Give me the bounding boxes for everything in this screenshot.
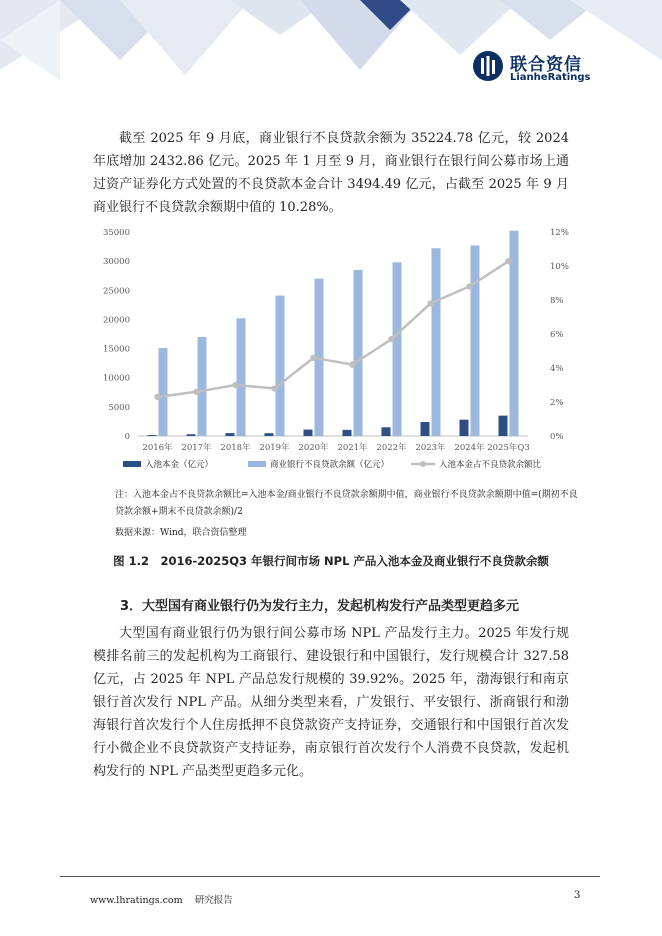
ratio-point [154, 394, 160, 400]
bar-npl-balance [198, 337, 207, 436]
y2-tick-label: 6% [550, 330, 564, 340]
legend-label-npl-balance: 商业银行不良贷款余额（亿元） [270, 460, 390, 470]
ratio-point [388, 336, 394, 342]
x-tick-label: 2018年 [220, 443, 251, 453]
y-tick-label: 15000 [102, 344, 130, 355]
bar-npl-balance [237, 318, 246, 436]
ratio-point [310, 355, 316, 361]
x-tick-label: 2024年 [454, 443, 485, 453]
bar-npl-balance [354, 270, 363, 436]
bar-pool-principal [148, 435, 157, 436]
bar-pool-principal [460, 420, 469, 436]
ratio-point [466, 283, 472, 289]
body-paragraph-1: 截至 2025 年 9 月底，商业银行不良贷款余额为 35224.78 亿元，较 2024 年底增加 2432.86 亿元。2025 年 1 月至 9 月，商业银行在银行间公募市场上通过资产证券化方式处置的不良贷款本金合计 3494.49 亿元，占截至 2025 年 9 月商业银行不良贷款余额期中值的 10.28%。 [93, 131, 569, 215]
bar-npl-balance [432, 248, 441, 436]
x-tick-label: 2020年 [298, 443, 329, 453]
y2-tick-label: 8% [550, 296, 564, 306]
footer-url[interactable]: www.lhratings.com [90, 895, 183, 906]
y2-tick-label: 12% [550, 228, 569, 238]
bar-pool-principal [187, 434, 196, 436]
y-tick-label: 10000 [102, 373, 130, 384]
y2-tick-label: 10% [550, 262, 569, 272]
chart-source: 数据来源：Wind，联合资信整理 [115, 528, 247, 538]
x-tick-label: 2022年 [376, 443, 407, 453]
bar-pool-principal [304, 430, 313, 436]
x-tick-label: 2017年 [181, 443, 212, 453]
x-tick-label: 2025年Q3 [487, 443, 530, 453]
legend-swatch-pool-principal [123, 461, 141, 467]
logo-english-name: LianheRatings [510, 72, 591, 83]
chart-note: 注：入池本金占不良贷款余额比=入池本金/商业银行不良贷款余额期中值，商业银行不良贷款余额期中值=(期初不良贷款余额+期末不良贷款余额)/2 [115, 490, 578, 517]
bar-pool-principal [499, 416, 508, 436]
legend-label-ratio: 入池本金占不良贷款余额比 [439, 460, 542, 470]
ratio-point [271, 385, 277, 391]
y-tick-label: 0 [124, 432, 130, 442]
y-tick-label: 25000 [102, 286, 130, 297]
ratio-point [232, 382, 238, 388]
bar-pool-principal [226, 433, 235, 436]
body-paragraph-2: 大型国有商业银行仍为银行间公募市场 NPL 产品发行主力。2025 年发行规模排名前三的发起机构为工商银行、建设银行和中国银行，发行规模合计 327.58 亿元，占 2025 年 NPL 产品总发行规模的 39.92%。2025 年，渤海银行和南京银行首次发行 NPL 产品。从细分类型来看，广发银行、平安银行、浙商银行和渤海银行首次发行个人住房抵押不良贷款资产支持证券，交通银行和中国银行首次发行小微企业不良贷款资产支持证券，南京银行首次发行个人消费不良贷款，发起机构发行的 NPL 产品类型更趋多元化。 [93, 626, 569, 779]
logo-mark-icon [472, 50, 504, 82]
y-tick-label: 30000 [102, 257, 130, 268]
section-heading: 3．大型国有商业银行仍为发行主力，发起机构发行产品类型更趋多元 [120, 599, 520, 614]
x-tick-label: 2019年 [259, 443, 290, 453]
bar-pool-principal [343, 430, 352, 436]
page-number: 3 [574, 890, 581, 901]
bar-pool-principal [382, 427, 391, 436]
legend-marker-ratio [420, 461, 426, 467]
legend-swatch-npl-balance [248, 461, 266, 467]
figure-caption: 图 1.2 2016-2025Q3 年银行间市场 NPL 产品入池本金及商业银行不良贷款余额 [113, 554, 549, 568]
y-tick-label: 35000 [102, 228, 130, 238]
y-tick-label: 5000 [108, 402, 130, 413]
y2-tick-label: 4% [550, 364, 564, 374]
y-tick-label: 20000 [102, 315, 130, 326]
company-logo [472, 50, 592, 90]
bar-pool-principal [421, 422, 430, 436]
ratio-point [427, 300, 433, 306]
x-tick-label: 2021年 [337, 443, 368, 453]
bar-npl-balance [159, 348, 168, 436]
legend-label-pool-principal: 入池本金（亿元） [145, 460, 214, 470]
footer-doc-type: 研究报告 [194, 895, 233, 906]
bar-npl-balance [276, 296, 285, 436]
bar-npl-balance [471, 245, 480, 436]
footer-divider [60, 876, 600, 877]
y2-tick-label: 0% [550, 432, 564, 442]
footer-left [90, 892, 233, 906]
logo-chinese-name: 联合资信 [510, 55, 582, 75]
ratio-point [505, 258, 511, 264]
x-tick-label: 2016年 [142, 443, 173, 453]
ratio-point [349, 361, 355, 367]
y2-tick-label: 2% [550, 398, 564, 408]
bar-pool-principal [265, 433, 274, 436]
bar-npl-balance [393, 262, 402, 436]
bar-line-chart [93, 222, 583, 482]
ratio-point [193, 389, 199, 395]
x-tick-label: 2023年 [415, 443, 446, 453]
ratio-line [158, 261, 509, 397]
